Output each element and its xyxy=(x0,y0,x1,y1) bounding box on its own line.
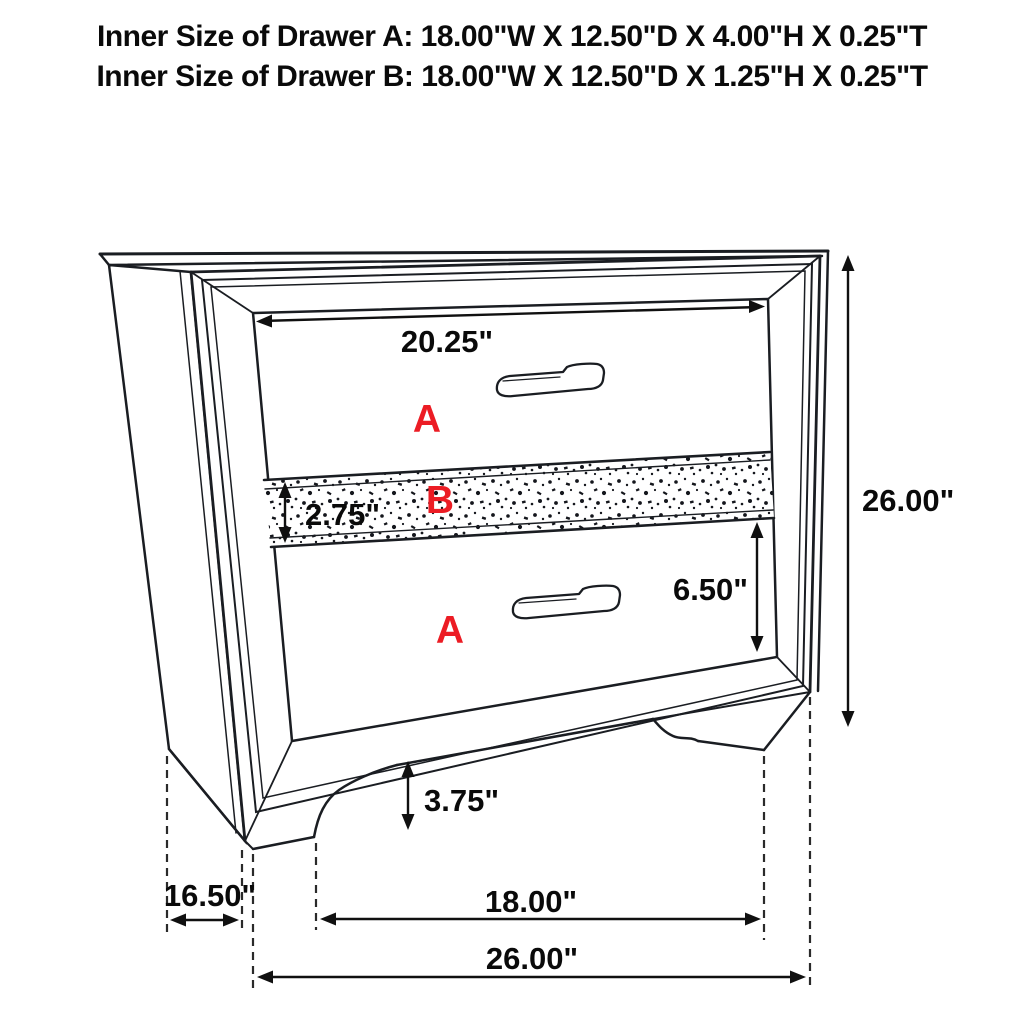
header-drawer-b-size: Inner Size of Drawer B: 18.00"W X 12.50"D X 1.25"H X 0.25"T xyxy=(96,60,928,93)
label-bottom-drawer-a: A xyxy=(435,609,465,652)
dimension-overall-width-label: 26.00" xyxy=(485,941,579,976)
dimension-opening-width-label: 20.25" xyxy=(400,324,494,359)
dimension-between-feet-label: 18.00" xyxy=(484,884,578,919)
dimension-side-depth xyxy=(164,878,256,927)
header-drawer-a-size: Inner Size of Drawer A: 18.00"W X 12.50"D X 4.00"H X 0.25"T xyxy=(97,20,927,53)
dimension-foot-height-label: 3.75" xyxy=(424,783,500,818)
dimension-tray-height-label: 2.75" xyxy=(305,497,381,532)
label-tray-b: B xyxy=(425,479,455,522)
dimension-side-depth-label: 16.50" xyxy=(163,878,257,913)
label-top-drawer-a: A xyxy=(412,398,442,441)
dimension-overall-height xyxy=(842,255,955,727)
dimension-between-feet xyxy=(320,884,761,926)
cabinet-face-frame xyxy=(191,256,820,841)
dimension-overall-height-label: 26.00" xyxy=(862,483,955,518)
dimension-overall-width xyxy=(257,941,806,984)
dimension-bottom-drawer-height-label: 6.50" xyxy=(672,572,748,607)
